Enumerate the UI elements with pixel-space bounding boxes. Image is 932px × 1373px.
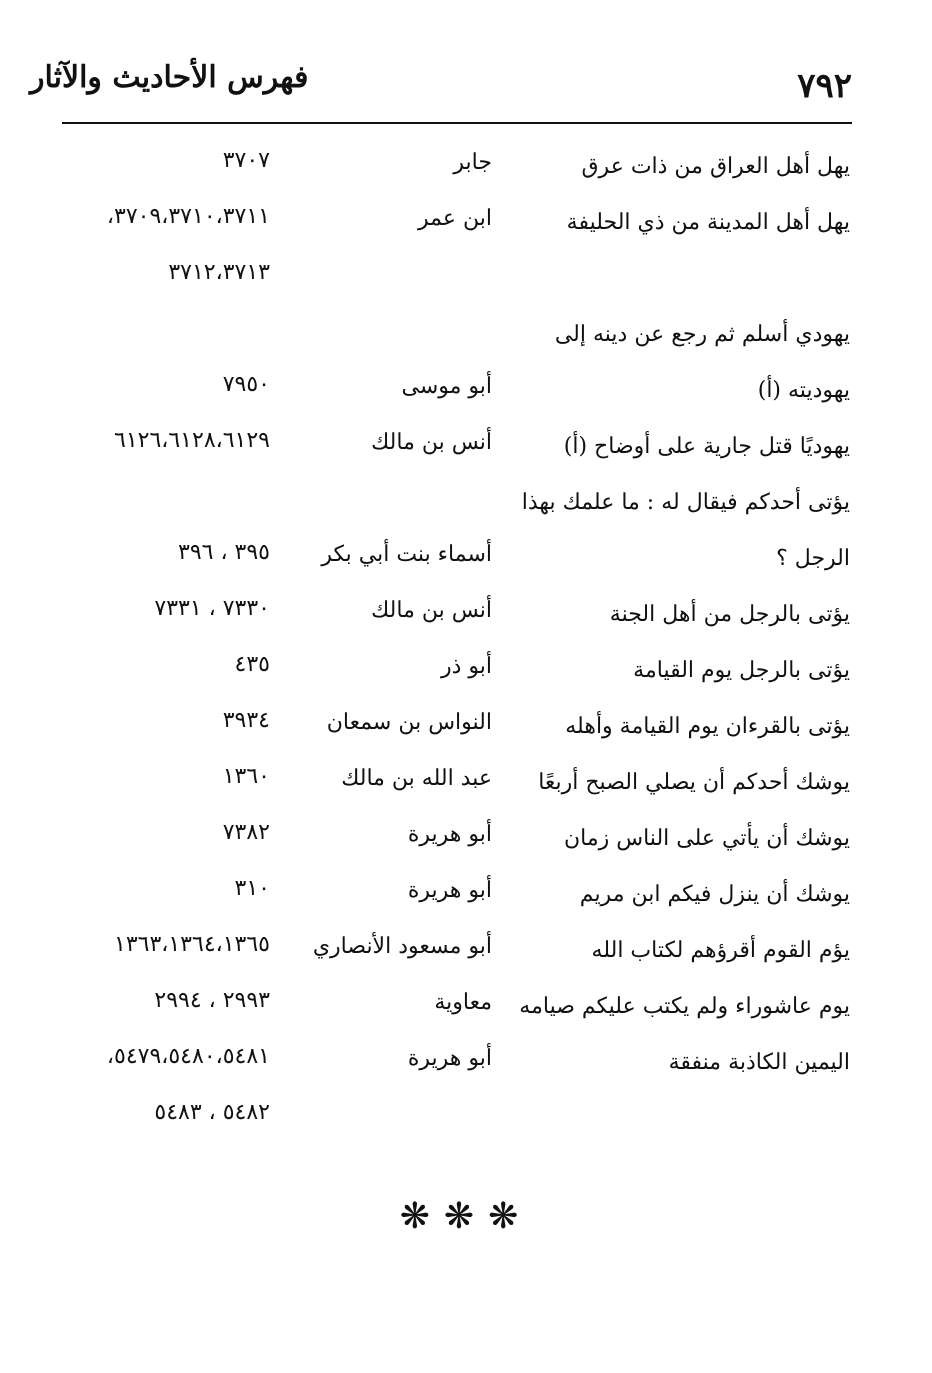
hadith-numbers: ١٣٦٣،١٣٦٤،١٣٦٥ (114, 932, 270, 957)
hadith-numbers: ٣٧١٢،٣٧١٣ (168, 260, 270, 285)
hadith-numbers: ٧٩٥٠ (222, 372, 270, 397)
hadith-numbers: ٥٤٨٢ ، ٥٤٨٣ (154, 1100, 270, 1125)
hadith-numbers: ٥٤٧٩،٥٤٨٠،٥٤٨١، (106, 1044, 270, 1069)
narrator: أبو مسعود الأنصاري (312, 934, 492, 959)
index-row (0, 316, 932, 372)
page-number: ٧٩٢ (797, 66, 852, 106)
hadith-text: يوم عاشوراء ولم يكتب عليكم صيامه (519, 994, 850, 1019)
index-row (0, 764, 932, 820)
index-row (0, 876, 932, 932)
hadith-text: يوشك أن يأتي على الناس زمان (563, 826, 850, 851)
hadith-numbers: ١٣٦٠ (222, 764, 270, 789)
index-row (0, 148, 932, 204)
hadith-text: يؤتى بالرجل من أهل الجنة (609, 602, 850, 627)
hadith-numbers: ٢٩٩٣ ، ٢٩٩٤ (154, 988, 270, 1013)
index-row (0, 372, 932, 428)
hadith-text: يؤتى أحدكم فيقال له : ما علمك بهذا (521, 490, 850, 515)
index-row (0, 932, 932, 988)
narrator: أبو هريرة (407, 1046, 492, 1071)
narrator: أنس بن مالك (371, 598, 492, 623)
page-header (0, 0, 932, 130)
narrator: ابن عمر (418, 206, 492, 231)
index-row (0, 596, 932, 652)
narrator: أبو هريرة (407, 822, 492, 847)
hadith-text: يؤم القوم أقرؤهم لكتاب الله (591, 938, 850, 963)
hadith-numbers: ٧٣٣٠ ، ٧٣٣١ (154, 596, 270, 621)
hadith-text: يؤتى بالقرءان يوم القيامة وأهله (565, 714, 850, 739)
hadith-text: اليمين الكاذبة منفقة (668, 1050, 850, 1075)
narrator: معاوية (434, 990, 492, 1015)
hadith-numbers: ٣٩٥ ، ٣٩٦ (178, 540, 270, 565)
hadith-numbers: ٦١٢٦،٦١٢٨،٦١٢٩ (114, 428, 270, 453)
hadith-text: يؤتى بالرجل يوم القيامة (633, 658, 850, 683)
narrator: النواس بن سمعان (326, 710, 492, 735)
hadith-text: يهل أهل المدينة من ذي الحليفة (566, 210, 850, 235)
hadith-text: يهوديته (أ) (757, 378, 850, 403)
index-row (0, 820, 932, 876)
index-row (0, 540, 932, 596)
index-row (0, 652, 932, 708)
section-end-ornament: ❋❋❋ (399, 1196, 533, 1237)
index-entries (0, 148, 932, 1156)
narrator: أنس بن مالك (371, 430, 492, 455)
narrator: أبو ذر (440, 654, 492, 679)
narrator: أبو هريرة (407, 878, 492, 903)
narrator: جابر (453, 150, 492, 175)
index-row (0, 708, 932, 764)
hadith-numbers: ٣١٠ (234, 876, 270, 901)
hadith-numbers: ٣٧٠٩،٣٧١٠،٣٧١١، (106, 204, 270, 229)
hadith-text: يهودي أسلم ثم رجع عن دينه إلى (554, 322, 850, 347)
hadith-text: يوشك أحدكم أن يصلي الصبح أربعًا (538, 770, 850, 795)
hadith-text: الرجل ؟ (776, 546, 850, 571)
hadith-text: يهوديًا قتل جارية على أوضاح (أ) (563, 434, 850, 459)
index-row (0, 1100, 932, 1156)
narrator: عبد الله بن مالك (341, 766, 492, 791)
hadith-numbers: ٤٣٥ (234, 652, 270, 677)
index-row (0, 204, 932, 260)
hadith-numbers: ٧٣٨٢ (222, 820, 270, 845)
header-divider (62, 122, 852, 124)
index-row (0, 1044, 932, 1100)
hadith-numbers: ٣٩٣٤ (222, 708, 270, 733)
index-row (0, 988, 932, 1044)
index-row (0, 484, 932, 540)
hadith-text: يهل أهل العراق من ذات عرق (581, 154, 850, 179)
running-title: فهرس الأحاديث والآثار (30, 60, 309, 95)
hadith-numbers: ٣٧٠٧ (222, 148, 270, 173)
narrator: أسماء بنت أبي بكر (321, 542, 492, 567)
index-row (0, 260, 932, 316)
hadith-text: يوشك أن ينزل فيكم ابن مريم (579, 882, 850, 907)
index-row (0, 428, 932, 484)
narrator: أبو موسى (401, 374, 492, 399)
